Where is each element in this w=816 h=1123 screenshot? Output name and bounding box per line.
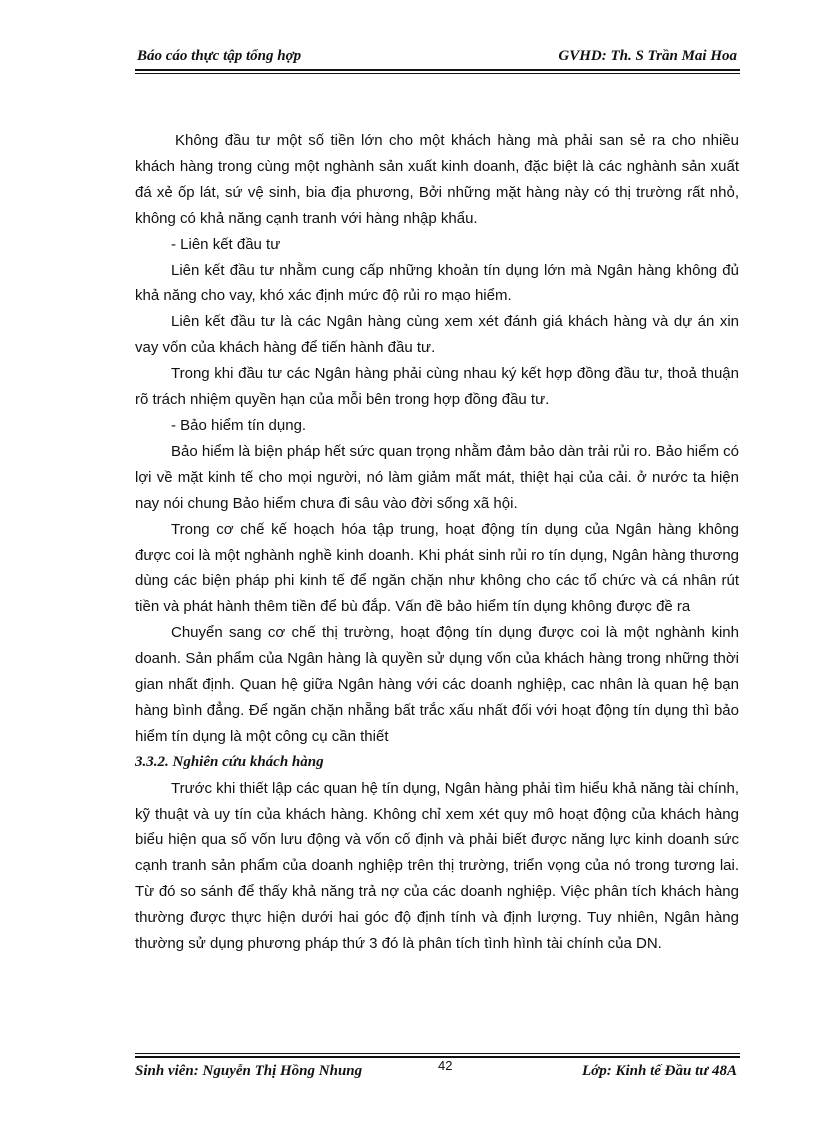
header-report-title: Báo cáo thực tập tổng hợp: [137, 48, 302, 64]
section-heading: 3.3.2. Nghiên cứu khách hàng: [135, 753, 324, 770]
footer-rule-thin: [135, 1053, 740, 1054]
page-number: 42: [438, 1058, 453, 1073]
list-item-investment-link: - Liên kết đầu tư: [171, 235, 281, 253]
paragraph: Không đầu tư một số tiền lớn cho một khách hàng mà phải san sẻ ra cho nhiều khách hàng trong cùng một nghành sản xuất kinh doanh, đặc biệt là các nghành sản xuất đá xẻ ốp lát, sứ vệ sinh, bia địa phương, Bởi những mặt hàng này có thị trường rất nhỏ, không có khả năng cạnh tranh với hàng nhập khẩu.: [135, 132, 739, 227]
page-footer: [135, 1058, 739, 1082]
paragraph: Liên kết đầu tư nhằm cung cấp những khoản tín dụng lớn mà Ngân hàng không đủ khả năng cho vay, khó xác định mức độ rủi ro mạo hiểm.: [135, 261, 739, 305]
footer-student: Sinh viên: Nguyễn Thị Hồng Nhung: [135, 1063, 363, 1079]
page-header: [135, 46, 739, 68]
footer-class: Lớp: Kinh tế Đầu tư 48A: [582, 1063, 737, 1079]
header-rule: [135, 69, 740, 71]
list-item-credit-insurance: - Bảo hiểm tín dụng.: [171, 416, 307, 434]
paragraph: Liên kết đầu tư là các Ngân hàng cùng xem xét đánh giá khách hàng và dự án xin vay vốn của khách hàng để tiến hành đầu tư.: [135, 313, 739, 357]
paragraph: Trước khi thiết lập các quan hệ tín dụng, Ngân hàng phải tìm hiểu khả năng tài chính, kỹ thuật và uy tín của khách hàng. Không chỉ xem xét quy mô hoạt động của khách hàng biểu hiện qua số vốn lưu động và vốn cố định và phải biết được năng lực kinh doanh sức cạnh tranh sản phẩm của doanh nghiệp trên thị trường, triển vọng của nó trong tương lai. Từ đó so sánh để thấy khả năng trả nợ của các doanh nghiệp. Việc phân tích khách hàng thường được thực hiện dưới hai góc độ định tính và định lượng. Tuy nhiên, Ngân hàng thường sử dụng phương pháp thứ 3 đó là phân tích tình hình tài chính của DN.: [135, 779, 740, 953]
header-rule-thin: [135, 73, 740, 74]
paragraph: Trong khi đầu tư các Ngân hàng phải cùng nhau ký kết hợp đồng đầu tư, thoả thuận rõ trách nhiệm quyền hạn của mỗi bên trong hợp đồng đầu tư.: [135, 365, 739, 409]
document-body: [135, 128, 739, 957]
header-supervisor: GVHD: Th. S Trần Mai Hoa: [558, 48, 737, 64]
paragraph: Bảo hiểm là biện pháp hết sức quan trọng nhằm đảm bảo dàn trải rủi ro. Bảo hiểm có lợi về mặt kinh tế cho mọi người, nó làm giảm mất mát, thiệt hại của cải. ở nước ta hiện nay nói chung Bảo hiểm chưa đi sâu vào đời sống xã hội.: [135, 442, 739, 512]
paragraph: Chuyển sang cơ chế thị trường, hoạt động tín dụng được coi là một nghành kinh doanh. Sản phẩm của Ngân hàng là quyền sử dụng vốn của khách hàng trong những thời gian nhất định. Quan hệ giữa Ngân hàng với các doanh nghiệp, cac nhân là quan hệ bạn hàng bình đẳng. Để ngăn chặn nhẵng bất trắc xấu nhất đối với hoạt động tín dụng thì bảo hiểm tín dụng là một công cụ cần thiết: [135, 624, 739, 745]
paragraph: Trong cơ chế kế hoạch hóa tập trung, hoạt động tín dụng của Ngân hàng không được coi là một nghành nghề kinh doanh. Khi phát sinh rủi ro tín dụng, Ngân hàng thương dùng các biện pháp phi kinh tế để ngăn chặn như không cho các tổ chức và cá nhân rút tiền và phát hành thêm tiền để bù đắp. Vấn đề bảo hiểm tín dụng không được đề ra: [135, 520, 739, 616]
